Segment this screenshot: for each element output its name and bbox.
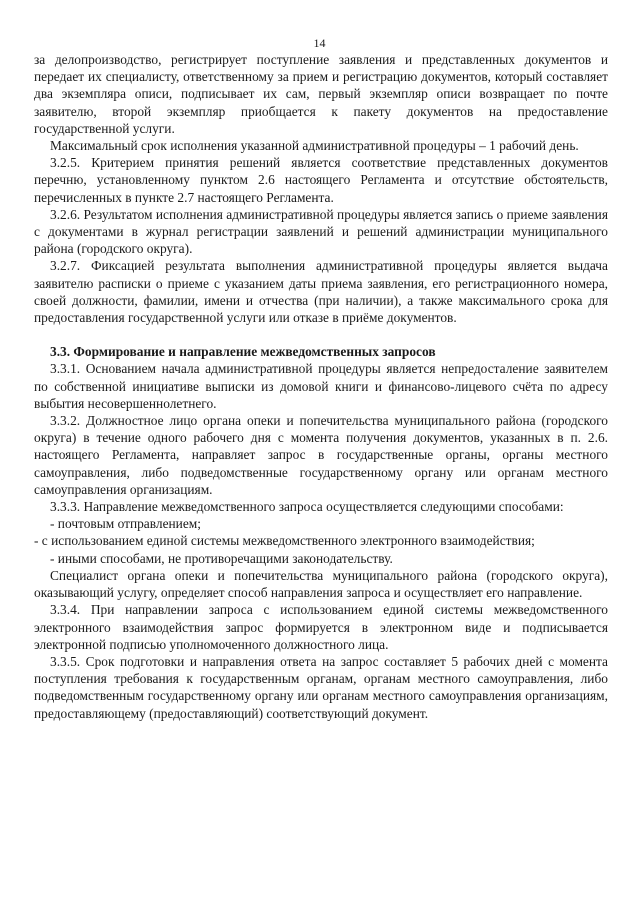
paragraph-3-3-1: 3.3.1. Основанием начала административной процедуры является непредосталение заявителем по собственной инициативе выписки из домовой книги и финансово-лицевого счёта по адресу выбытия несовершеннолетнего. bbox=[34, 361, 608, 411]
list-item-post: - почтовым отправлением; bbox=[50, 516, 201, 532]
paragraph-3-3-2: 3.3.2. Должностное лицо органа опеки и попечительства муниципального района (городского округа) в течение одного рабочего дня с момента получения документов, указанных в п. 2.6. настоящего Регламента, направляет запрос в государственные органы, органы местного самоуправления, либо подведомственные государственному органу или органам местного самоуправления организациям. bbox=[34, 413, 608, 497]
paragraph-3-3-3: 3.3.3. Направление межведомственного запроса осуществляется следующими способами: bbox=[50, 499, 564, 515]
page-number: 14 bbox=[313, 36, 326, 50]
paragraph-deadline: Максимальный срок исполнения указанной административной процедуры – 1 рабочий день. bbox=[50, 138, 579, 154]
list-item-electronic: - с использованием единой системы межведомственного электронного взаимодействия; bbox=[34, 533, 535, 549]
paragraph-continuation: за делопроизводство, регистрирует поступление заявления и представленных документов и передает их специалисту, ответственному за прием и регистрацию документов, который составляет два экземпляра описи, подписывает их сам, первый экземпляр описи возвращает по почте заявителю, второй экземпляр приобщается к пакету документов на предоставление государственной услуги. bbox=[34, 52, 608, 136]
paragraph-3-2-5: 3.2.5. Критерием принятия решений является соответствие представленных документов перечню, установленному пунктом 2.6 настоящего Регламента и отсутствие обстоятельств, перечисленных в пункте 2.7 настоящего Регламента. bbox=[34, 155, 608, 205]
paragraph-specialist: Специалист органа опеки и попечительства муниципального района (городского округа), оказывающий услугу, определяет способ направления запроса и осуществляет его направление. bbox=[34, 567, 608, 601]
list-item-other: - иными способами, не противоречащими законодательству. bbox=[50, 550, 393, 566]
paragraph-3-3-5: 3.3.5. Срок подготовки и направления ответа на запрос составляет 5 рабочих дней с момента поступления требования к государственным органам, органам местного самоуправления, либо подведомственным государственному органу или органам местного самоуправления организациям, предоставляющему (предоставляющий) соответствующий документ. bbox=[34, 653, 608, 721]
section-heading-3-3: 3.3. Формирование и направление межведомственных запросов bbox=[50, 344, 436, 360]
paragraph-3-2-7: 3.2.7. Фиксацией результата выполнения административной процедуры является выдача заявителю расписки о приеме с указанием даты приема заявления, его регистрационного номера, своей должности, фамилии, имени и отчества (при наличии), а также максимального срока для предоставления государственной услуги или отказе в приёме документов. bbox=[34, 258, 608, 326]
paragraph-3-2-6: 3.2.6. Результатом исполнения административной процедуры является запись о приеме заявления с документами в журнал регистрации заявлений и решений администрации муниципального района (городского округа). bbox=[34, 206, 608, 257]
section-spacer bbox=[34, 326, 608, 343]
document-body bbox=[34, 51, 608, 722]
paragraph-3-3-4: 3.3.4. При направлении запроса с использованием единой системы межведомственного электронного взаимодействия запрос формируется в электронном виде и подписывается электронной подписью уполномоченного должностного лица. bbox=[34, 602, 608, 652]
